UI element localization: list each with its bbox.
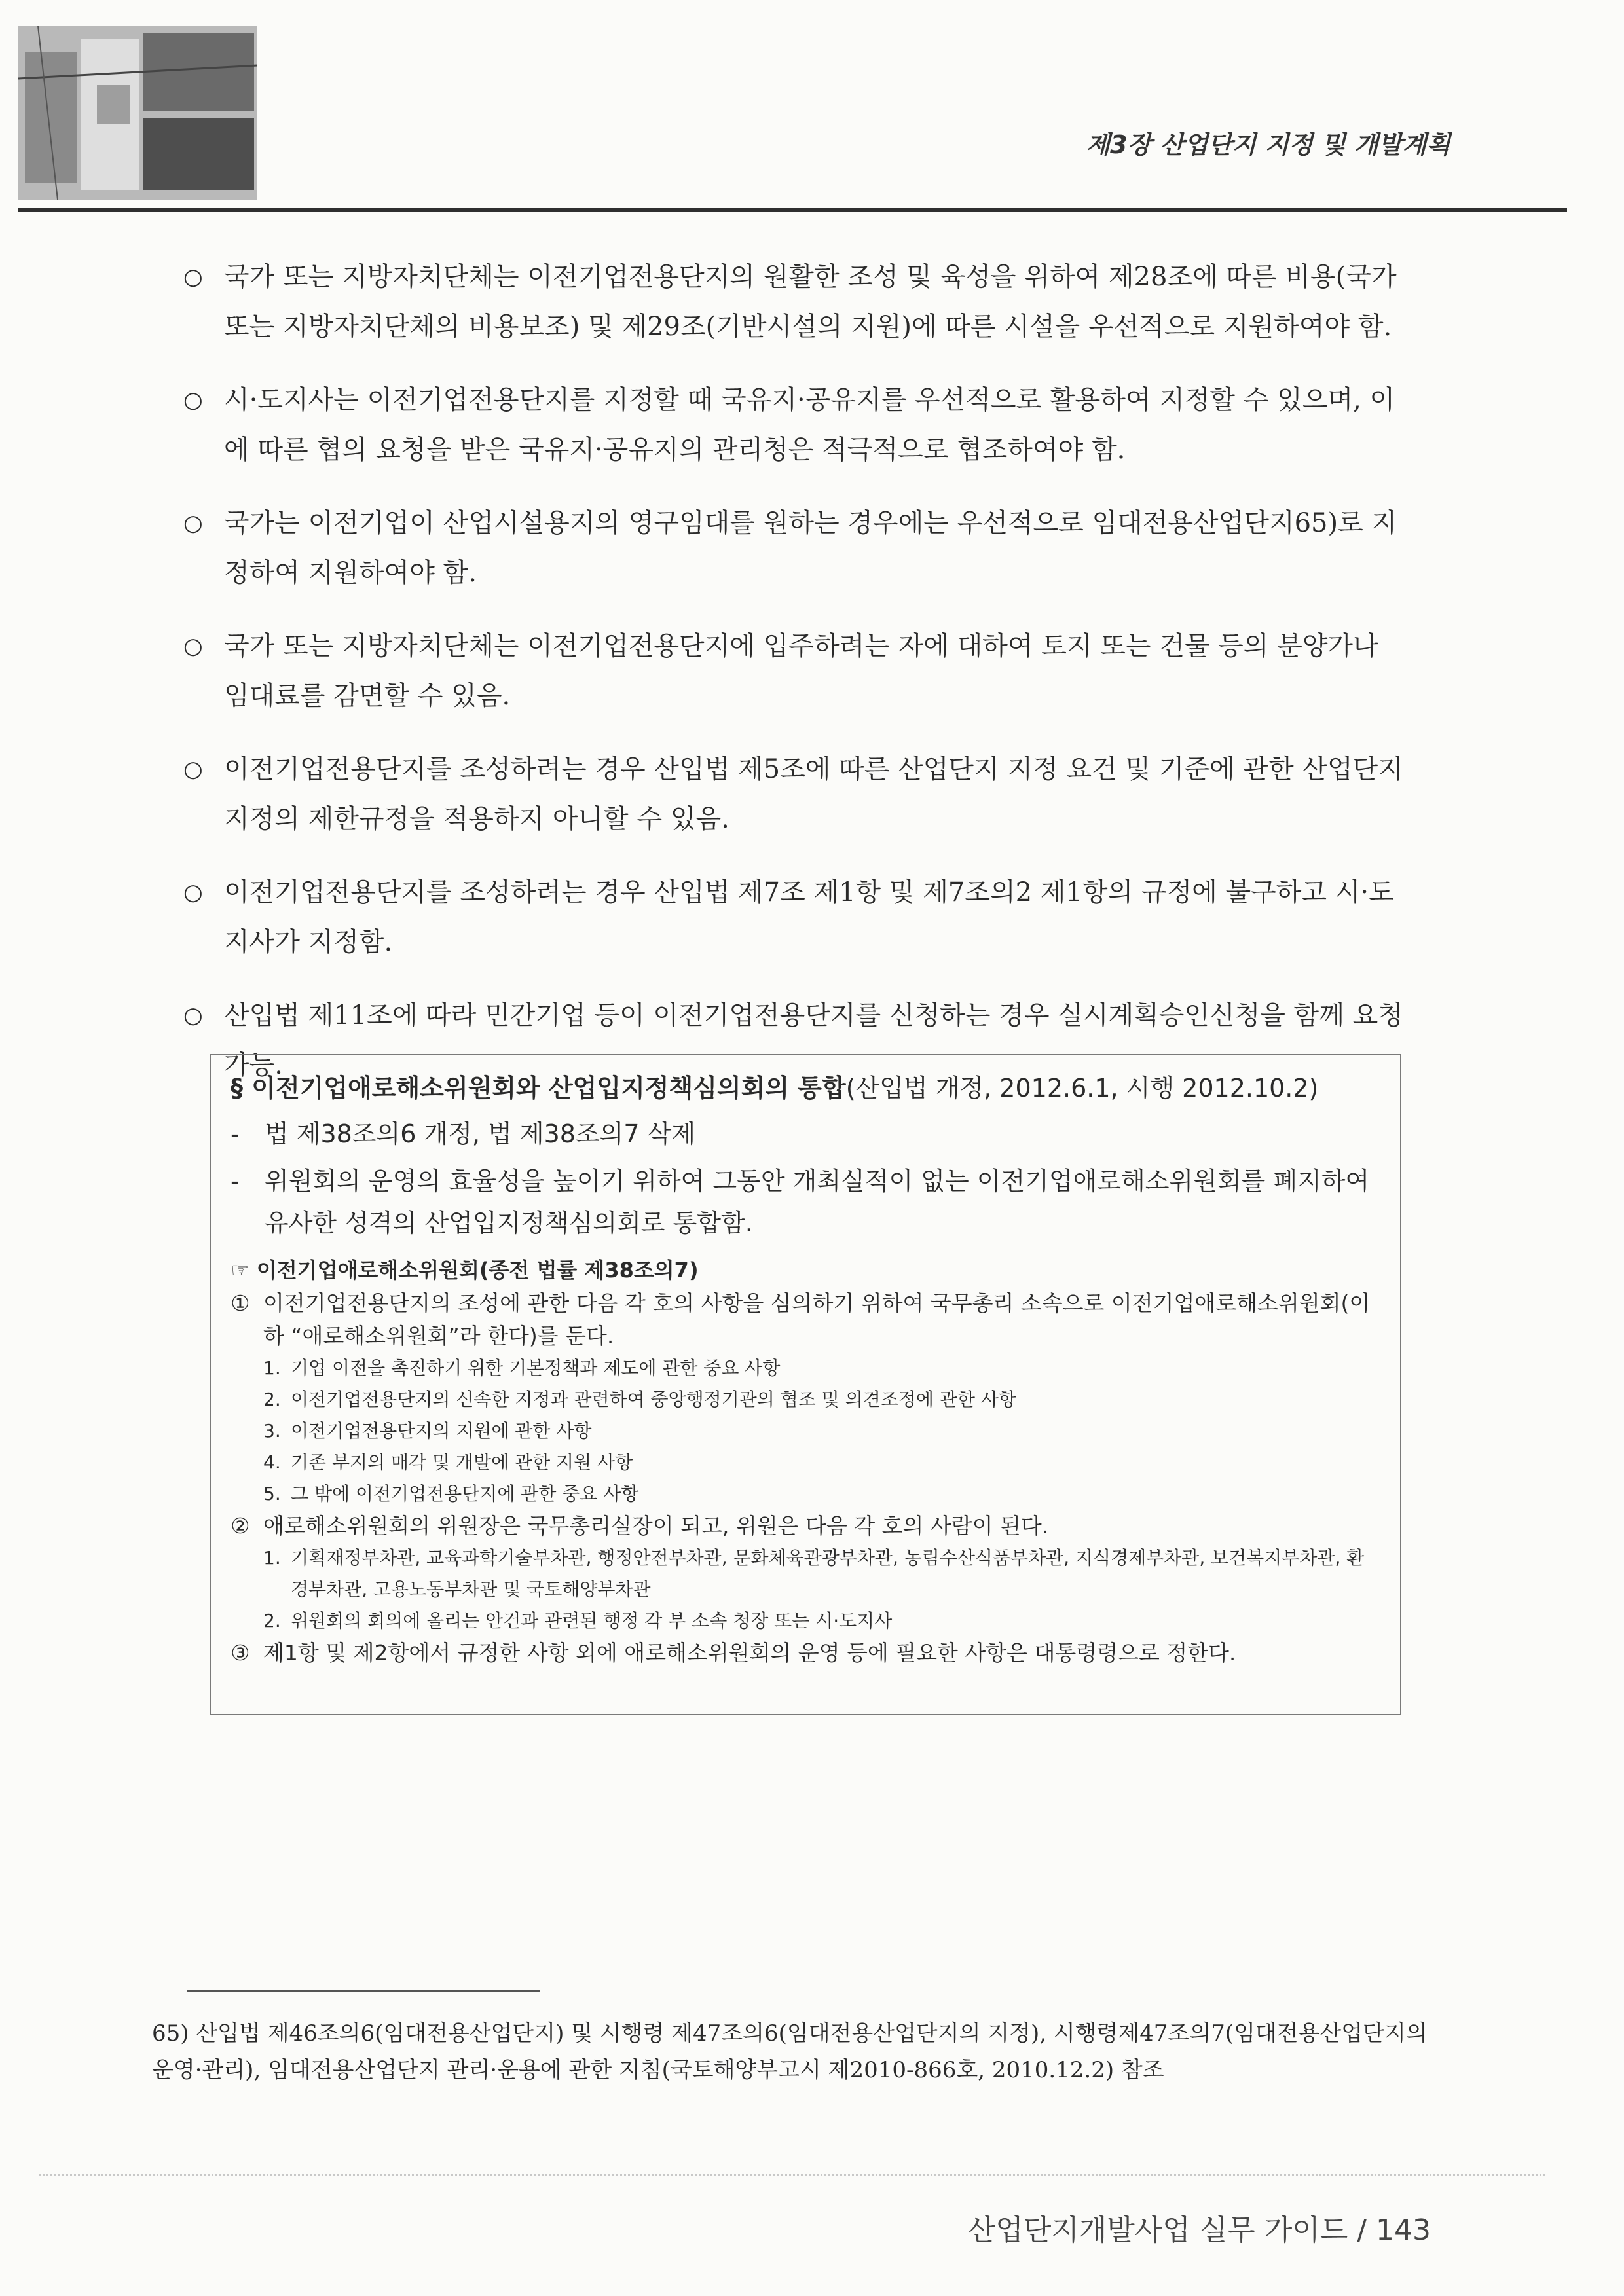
bullet-item <box>183 744 1408 844</box>
dash-item <box>231 1160 1380 1244</box>
sub-num: 1. <box>263 1547 281 1569</box>
clause-mark: ③ <box>231 1640 250 1666</box>
bullet-item <box>183 375 1408 475</box>
box-title <box>231 1068 1380 1108</box>
bullet-item <box>183 252 1408 352</box>
box-title-rest: (산입법 개정, 2012.6.1, 시행 2012.10.2) <box>845 1074 1319 1102</box>
page-footer: 산업단지개발사업 실무 가이드 / 143 <box>967 2214 1431 2247</box>
sub-text: 이전기업전용단지의 신속한 지정과 관련하여 중앙행정기관의 협조 및 의견조정에 관한 사항 <box>291 1389 1016 1410</box>
sub-num: 5. <box>263 1483 281 1504</box>
bullet-list <box>183 252 1408 1114</box>
clause-text: 제1항 및 제2항에서 규정한 사항 외에 애로해소위원회의 운영 등에 필요한 사항은 대통령령으로 정한다. <box>263 1640 1236 1666</box>
sub-item <box>231 1384 1380 1415</box>
box-title-bold: § 이전기업애로해소위원회와 산업입지정책심의회의 통합 <box>231 1074 846 1102</box>
sub-item <box>231 1542 1380 1605</box>
law-heading: ☞ 이전기업애로해소위원회(종전 법률 제38조의7) <box>231 1258 699 1283</box>
bullet-item <box>183 498 1408 598</box>
bullet-text: 국가 또는 지방자치단체는 이전기업전용단지에 입주하려는 자에 대하여 토지 또는 건물 등의 분양가나 임대료를 감면할 수 있음. <box>224 631 1378 711</box>
sub-num: 4. <box>263 1451 281 1473</box>
bullet-mark: ○ <box>183 879 203 905</box>
sub-item <box>231 1415 1380 1447</box>
sub-item <box>231 1605 1380 1637</box>
bullet-text: 국가는 이전기업이 산업시설용지의 영구임대를 원하는 경우에는 우선적으로 임대전용산업단지65)로 지정하여 지원하여야 함. <box>224 508 1397 588</box>
bullet-text: 이전기업전용단지를 조성하려는 경우 산입법 제5조에 따른 산업단지 지정 요건 및 기준에 관한 산업단지지정의 제한규정을 적용하지 아니할 수 있음. <box>224 754 1403 834</box>
sub-text: 기획재정부차관, 교육과학기술부차관, 행정안전부차관, 문화체육관광부차관, 농림수산식품부차관, 지식경제부차관, 보건복지부차관, 환경부차관, 고용노동부차관 및 국토해양부차관 <box>291 1547 1365 1600</box>
sub-item <box>231 1447 1380 1478</box>
bullet-text: 이전기업전용단지를 조성하려는 경우 산입법 제7조 제1항 및 제7조의2 제1항의 규정에 불구하고 시·도지사가 지정함. <box>224 877 1394 957</box>
bullet-item <box>183 621 1408 721</box>
clause-text: 이전기업전용단지의 조성에 관한 다음 각 호의 사항을 심의하기 위하여 국무총리 소속으로 이전기업애로해소위원회(이하 “애로해소위원회”라 한다)를 둔다. <box>263 1290 1371 1349</box>
clause-mark: ② <box>231 1513 250 1539</box>
dash-mark: - <box>231 1120 240 1148</box>
sub-text: 그 밖에 이전기업전용단지에 관한 중요 사항 <box>291 1483 639 1504</box>
dash-mark: - <box>231 1167 240 1195</box>
sub-text: 이전기업전용단지의 지원에 관한 사항 <box>291 1420 592 1442</box>
bullet-mark: ○ <box>183 756 203 782</box>
clause-2 <box>231 1510 1380 1542</box>
bullet-mark: ○ <box>183 264 203 290</box>
bullet-text: 국가 또는 지방자치단체는 이전기업전용단지의 원활한 조성 및 육성을 위하여 제28조에 따른 비용(국가 또는 지방자치단체의 비용보조) 및 제29조(기반시설의 지원)에 따른 시설을 우선적으로 지원하여야 함. <box>224 262 1397 342</box>
bullet-text: 산입법 제11조에 따라 민간기업 등이 이전기업전용단지를 신청하는 경우 실시계획승인신청을 함께 요청 가능. <box>224 1000 1403 1080</box>
sub-item <box>231 1353 1380 1384</box>
header-photo <box>18 26 257 200</box>
clause-text: 애로해소위원회의 위원장은 국무총리실장이 되고, 위원은 다음 각 호의 사람이 된다. <box>263 1513 1049 1539</box>
bullet-mark: ○ <box>183 1002 203 1029</box>
bullet-mark: ○ <box>183 510 203 536</box>
sub-text: 기업 이전을 촉진하기 위한 기본정책과 제도에 관한 중요 사항 <box>291 1357 781 1379</box>
header-rule <box>18 208 1567 212</box>
footnote-rule <box>187 1990 540 1992</box>
clause-3 <box>231 1637 1380 1669</box>
dash-item <box>231 1113 1380 1155</box>
sub-num: 3. <box>263 1420 281 1442</box>
sub-num: 1. <box>263 1357 281 1379</box>
dash-text: 법 제38조의6 개정, 법 제38조의7 삭제 <box>265 1120 696 1148</box>
footer-divider <box>39 2174 1545 2177</box>
sub-num: 2. <box>263 1610 281 1631</box>
footnote: 65) 산입법 제46조의6(임대전용산업단지) 및 시행령 제47조의6(임대전용산업단지의 지정), 시행령제47조의7(임대전용산업단지의 운영·관리), 임대전용산업단지 관리·운용에 관한 지침(국토해양부고시 제2010-866호, 2010.12.2) 참조 <box>152 2020 1428 2083</box>
bullet-item <box>183 867 1408 967</box>
sub-num: 2. <box>263 1389 281 1410</box>
bullet-text: 시·도지사는 이전기업전용단지를 지정할 때 국유지·공유지를 우선적으로 활용하여 지정할 수 있으며, 이에 따른 협의 요청을 받은 국유지·공유지의 관리청은 적극적으로 협조하여야 함. <box>224 385 1395 465</box>
clause-mark: ① <box>231 1290 250 1316</box>
bullet-mark: ○ <box>183 387 203 413</box>
info-box <box>210 1054 1401 1715</box>
dash-text: 위원회의 운영의 효율성을 높이기 위하여 그동안 개최실적이 없는 이전기업애로해소위원회를 폐지하여 유사한 성격의 산업입지정책심의회로 통합함. <box>265 1167 1370 1237</box>
chapter-title: 제3장 산업단지 지정 및 개발계획 <box>1086 130 1450 159</box>
bullet-mark: ○ <box>183 633 203 659</box>
sub-item <box>231 1478 1380 1510</box>
sub-text: 위원회의 회의에 올리는 안건과 관련된 행정 각 부 소속 청장 또는 시·도지사 <box>291 1610 893 1631</box>
sub-text: 기존 부지의 매각 및 개발에 관한 지원 사항 <box>291 1451 633 1473</box>
clause-1 <box>231 1287 1380 1353</box>
